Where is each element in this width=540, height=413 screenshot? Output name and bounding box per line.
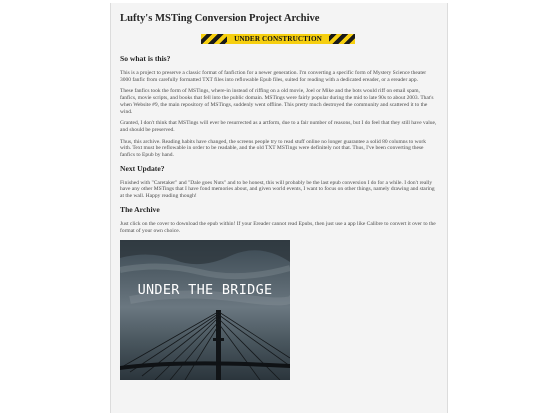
under-construction-banner [201,34,355,44]
section-heading-next-update: Next Update? [120,163,165,173]
bridge-illustration [120,240,290,380]
page-card [110,3,448,413]
paragraph-next-update: Finished with "Caretaker" and "Dale goes Nuts" and to be honest, this will probably be the last epub conversion I do for a while. I don't really have any other MSTings that I have fond memories about, and given world events, I want to focus on other things, namely drawing and staring at the wall. Happy reading though! [120,179,435,200]
paragraph-archive-reason: Thus, this archive. Reading habits have changed, the screens people try to read stuff online no longer guarantee a solid 80 columns to work with. Text must be reflowable in order to be readable, and the old TXT MSTings were definitely not that. Thus, I've been converting these fanfics to Epub by hand. [120,138,426,159]
paragraph-history: These fanfics took the form of MSTings, where-in instead of riffing on a old movie, Joel or Mike and the bots would riff on email spam, fanfics, movie scripts, and books that fell into the public domain. MSTings were fairly popular during the mid to late 90s to about 2003. That's when Website #9, the main repository of MSTings, suddenly went offline. This pretty much destroyed the community and scattered it to the wind. [120,88,434,115]
section-heading-what: So what is this? [120,54,171,63]
cover-title: UNDER THE BRIDGE [137,282,273,299]
cover-under-the-bridge-link[interactable] [120,240,290,380]
page-title: Lufty's MSTing Conversion Project Archive [120,13,320,24]
banner-text: UNDER CONSTRUCTION [227,34,329,44]
paragraph-archive-instructions: Just click on the cover to download the epub within! If your Ereader cannot read Epubs, then just use a app like Calibre to convert it over to the format of your own choice. [120,220,436,234]
paragraph-value: Granted, I don't think that MSTings will ever be resurrected as a artform, due to a fair number of reasons, but I do feel that they still have value, and should be preserved. [120,120,437,133]
paragraph-intro: This is a project to preserve a classic format of fanfiction for a newer generation. I'm converting a specific form of Mystery Science theater 3000 fanfic from carefully formatted TXT files into reflowable Epub files, suited for reading with a dedicated ereader, or a ereader app. [120,70,427,83]
section-heading-archive: The Archive [120,204,160,214]
